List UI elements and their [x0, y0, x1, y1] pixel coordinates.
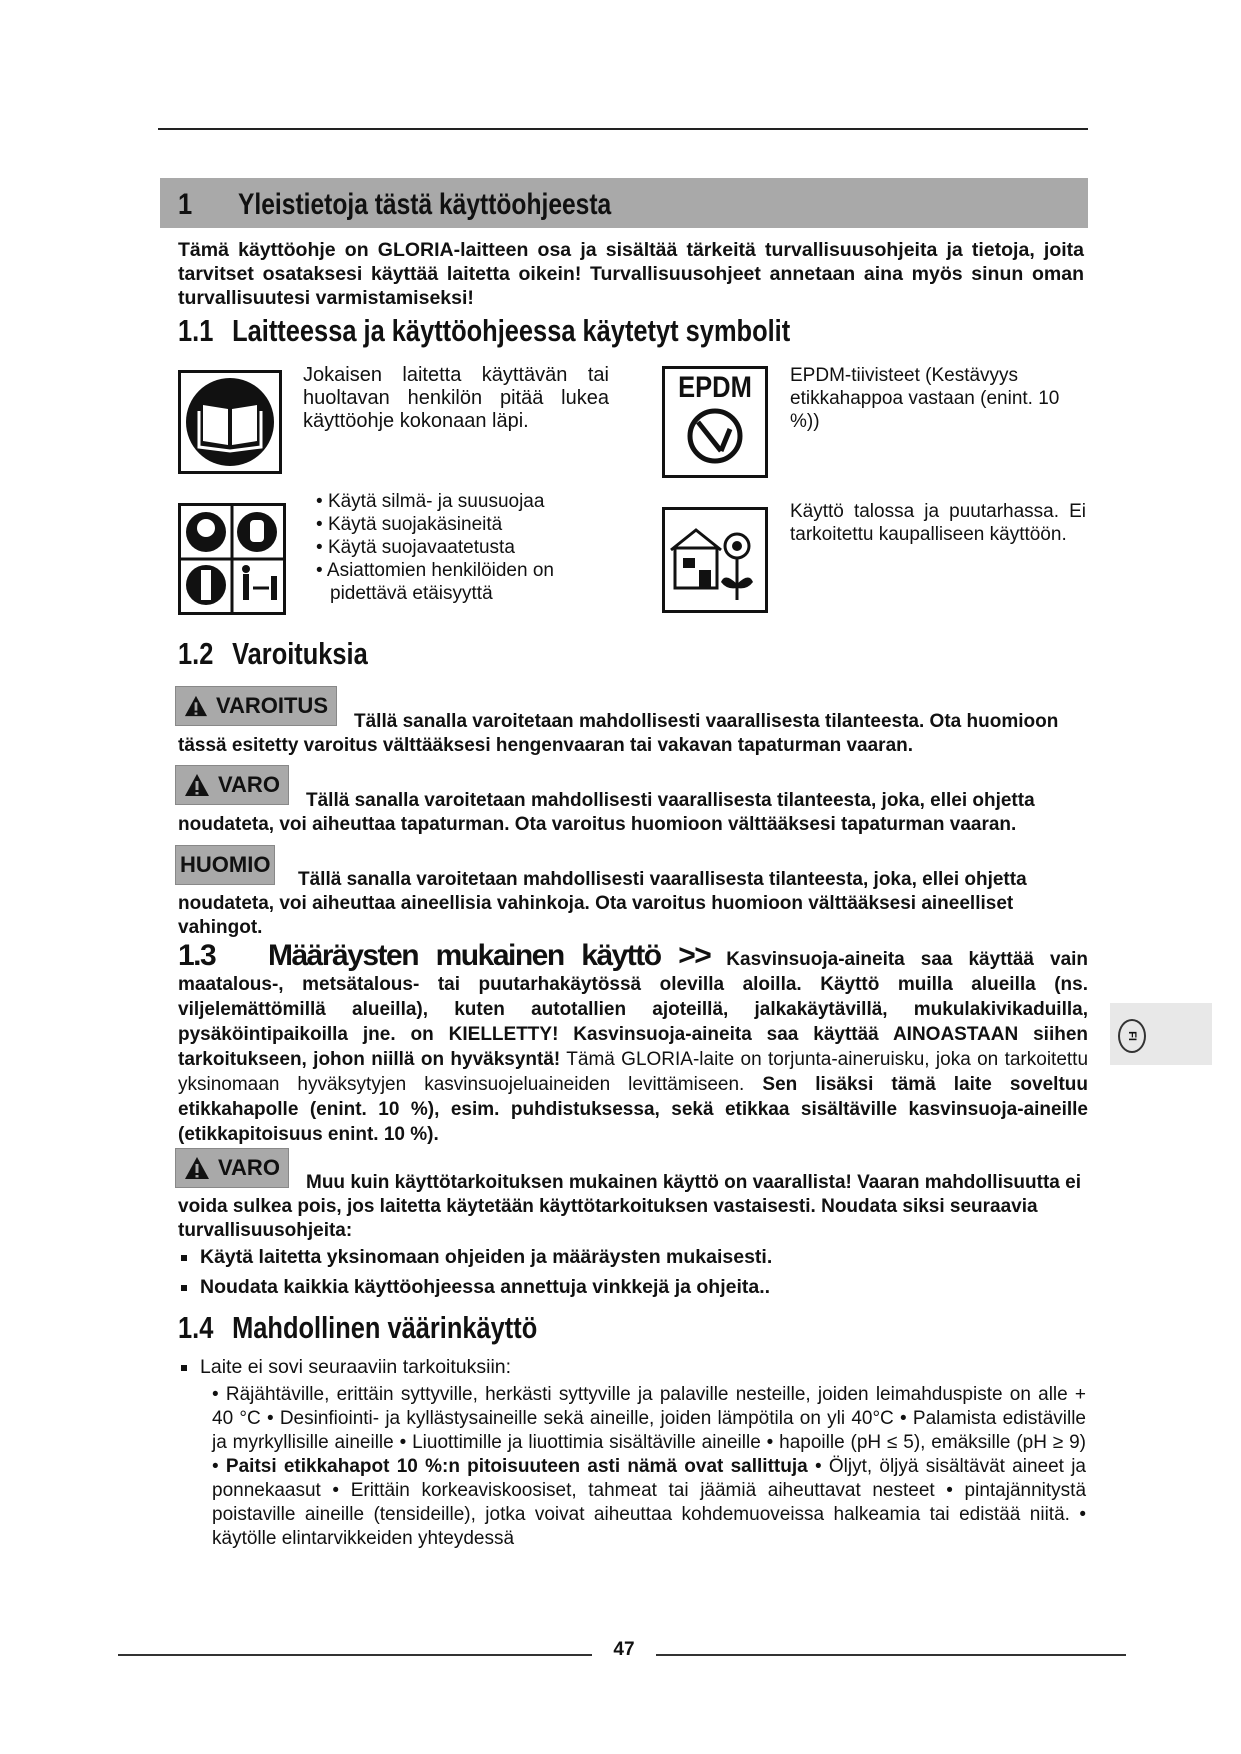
misuse-list: [178, 1352, 1078, 1382]
notice-tag: HUOMIO: [175, 845, 275, 885]
page-number: 47: [613, 1639, 635, 1660]
section-number: 1.4: [178, 1310, 214, 1345]
section-title: Laitteessa ja käyttöohjeessa käytetyt symbolit: [232, 313, 791, 348]
section-1-3-paragraph: 1.3 Määräysten mukainen käyttö >> Kasvinsuoja-aineita saa käyttää vain maatalous-, metsätalous- tai puutarhakäytössä olevilla aloilla. Käyttö muilla alueilla (ns. viljelemättömillä alueilla), kuten autotallien ajoteillä, jalkakäytävillä, mukulakivikaduilla, pysäköintipaikoilla jne. on KIELLETTY! Kasvinsuoja-aineita saa käyttää AINOASTAAN siihen tarkoitukseen, johon niillä on hyväksyntä! Tämä GLORIA-laite on torjunta-aineruisku, joka on tarkoitettu yksinomaan hyväksytyjen kasvinsuojeluaineiden levittämiseen. Sen lisäksi tämä laite soveltuu etikkahapolle (enint. 10 %), esim. puhdistuksessa, sekä etikkaa sisältäville kasvinsuoja-aineille (etikkapitoisuus enint. 10 %).: [178, 939, 1089, 1145]
list-item: Noudata kaikkia käyttöohjeessa annettuja vinkkejä ja ohjeita..: [178, 1272, 1078, 1302]
read-manual-icon: [178, 370, 282, 474]
warning-tag: VAROITUS: [175, 686, 337, 726]
home-garden-text: Käyttö talossa ja puutarhassa. Ei tarkoitettu kaupalliseen käyttöön.: [790, 501, 1086, 545]
section-number: 1.1: [178, 313, 214, 348]
intro-paragraph: Tämä käyttöohje on GLORIA-laitteen osa ja sisältää tärkeitä turvallisuusohjeita ja tietoja, joita tarvitset osataksesi käyttää laitetta oikein! Turvallisuusohjeet annetaan aina myös sinun oman turvallisuutesi varmistamiseksi!: [178, 239, 1084, 309]
list-item: • Käytä suojavaatetusta: [316, 537, 515, 558]
language-badge: FI: [1118, 1019, 1146, 1053]
read-manual-text: Jokaisen laitetta käyttävän tai huoltavan henkilön pitää lukea käyttöohje kokonaan läpi.: [303, 364, 609, 432]
footer-rule-right: [656, 1654, 1126, 1656]
list-item: Käytä laitetta yksinomaan ohjeiden ja määräysten mukaisesti.: [178, 1242, 1078, 1272]
section-1-4-heading: [178, 1310, 537, 1346]
caution-tag: VARO: [175, 1148, 289, 1188]
section-number: 1: [178, 188, 193, 221]
notice-text: Tällä sanalla varoitetaan mahdollisesti vaarallisesta tilanteesta, joka, ellei ohjetta noudateta, voi aiheuttaa aineellisia vahinkoja. Ota varoitus huomioon välttääksesi aineelliset vahingot.: [178, 869, 1027, 938]
list-item: • Käytä suojakäsineitä: [316, 514, 503, 535]
list-item: • Asiattomien henkilöiden on pidettävä etäisyyttä: [316, 560, 554, 604]
language-tab: [1110, 1003, 1212, 1065]
epdm-label: EPDM: [678, 371, 752, 404]
home-garden-icon: [662, 507, 768, 613]
section-title: Varoituksia: [232, 636, 368, 671]
misuse-paragraph: • Räjähtäville, erittäin syttyville, herkästi syttyville ja palaville nesteille, joiden leimahduspiste on alle + 40 °C • Desinfiointi- ja kyllästysaineille sekä aineille, joiden lämpötila on yli 40°C • Palamista edistäville ja myrkyllisille aineille • Liuottimille ja liuottimia sisältäville aineille • hapoille (pH ≤ 5), emäksille (pH ≥ 9) • Paitsi etikkahapot 10 %:n pitoisuuteen asti nämä ovat sallittuja • Öljyt, öljyä sisältävät aineet ja ponnekaasut • Erittäin korkeaviskoosiset, tahmeat tai jäämiä aiheuttavat nesteet • pintajännitystä poistaville aineille (tensideille), jotka voivat aiheuttaa kohdemuoveissa halkeamia tai edistää niitä. • käytölle elintarvikkeiden yhteydessä: [212, 1384, 1087, 1549]
section-1-heading: [160, 178, 1088, 228]
section-1-3-heading: 1.3 Määräysten mukainen käyttö >>: [178, 939, 711, 972]
rules-list: [178, 1242, 1078, 1302]
section-number: 1.2: [178, 636, 214, 671]
footer-rule-left: [118, 1654, 592, 1656]
caution-text: Muu kuin käyttötarkoituksen mukainen käyttö on vaarallista! Vaaran mahdollisuutta ei voida sulkea pois, jos laitetta käytetään käyttötarkoituksen vastaisesti. Noudata siksi seuraavia turvallisuusohjeita:: [178, 1172, 1081, 1241]
list-item: • Käytä silmä- ja suusuojaa: [316, 491, 545, 512]
caution-tag: VARO: [175, 765, 289, 805]
warning-text: Tällä sanalla varoitetaan mahdollisesti vaarallisesta tilanteesta. Ota huomioon tässä esitetty varoitus välttääksesi hengenvaaran tai vakavan tapaturman vaaran.: [178, 711, 1059, 756]
section-1-1-heading: [178, 313, 790, 349]
section-1-2-heading: [178, 636, 368, 672]
header-rule: [158, 128, 1088, 130]
epdm-icon: [662, 366, 768, 478]
list-item: Laite ei sovi seuraaviin tarkoituksiin:: [178, 1352, 1078, 1382]
section-title: Yleistietoja tästä käyttöohjeesta: [238, 188, 612, 221]
caution-text: Tällä sanalla varoitetaan mahdollisesti vaarallisesta tilanteesta, joka, ellei ohjetta noudateta, voi aiheuttaa tapaturman. Ota varoitus huomioon välttääksesi tapaturman vaaran.: [178, 790, 1035, 835]
ppe-list: [312, 490, 592, 605]
section-title: Mahdollinen väärinkäyttö: [232, 1310, 538, 1345]
ppe-icon: [178, 503, 286, 615]
epdm-text: EPDM-tiivisteet (Kestävyys etikkahappoa vastaan (enint. 10 %)): [790, 365, 1060, 432]
